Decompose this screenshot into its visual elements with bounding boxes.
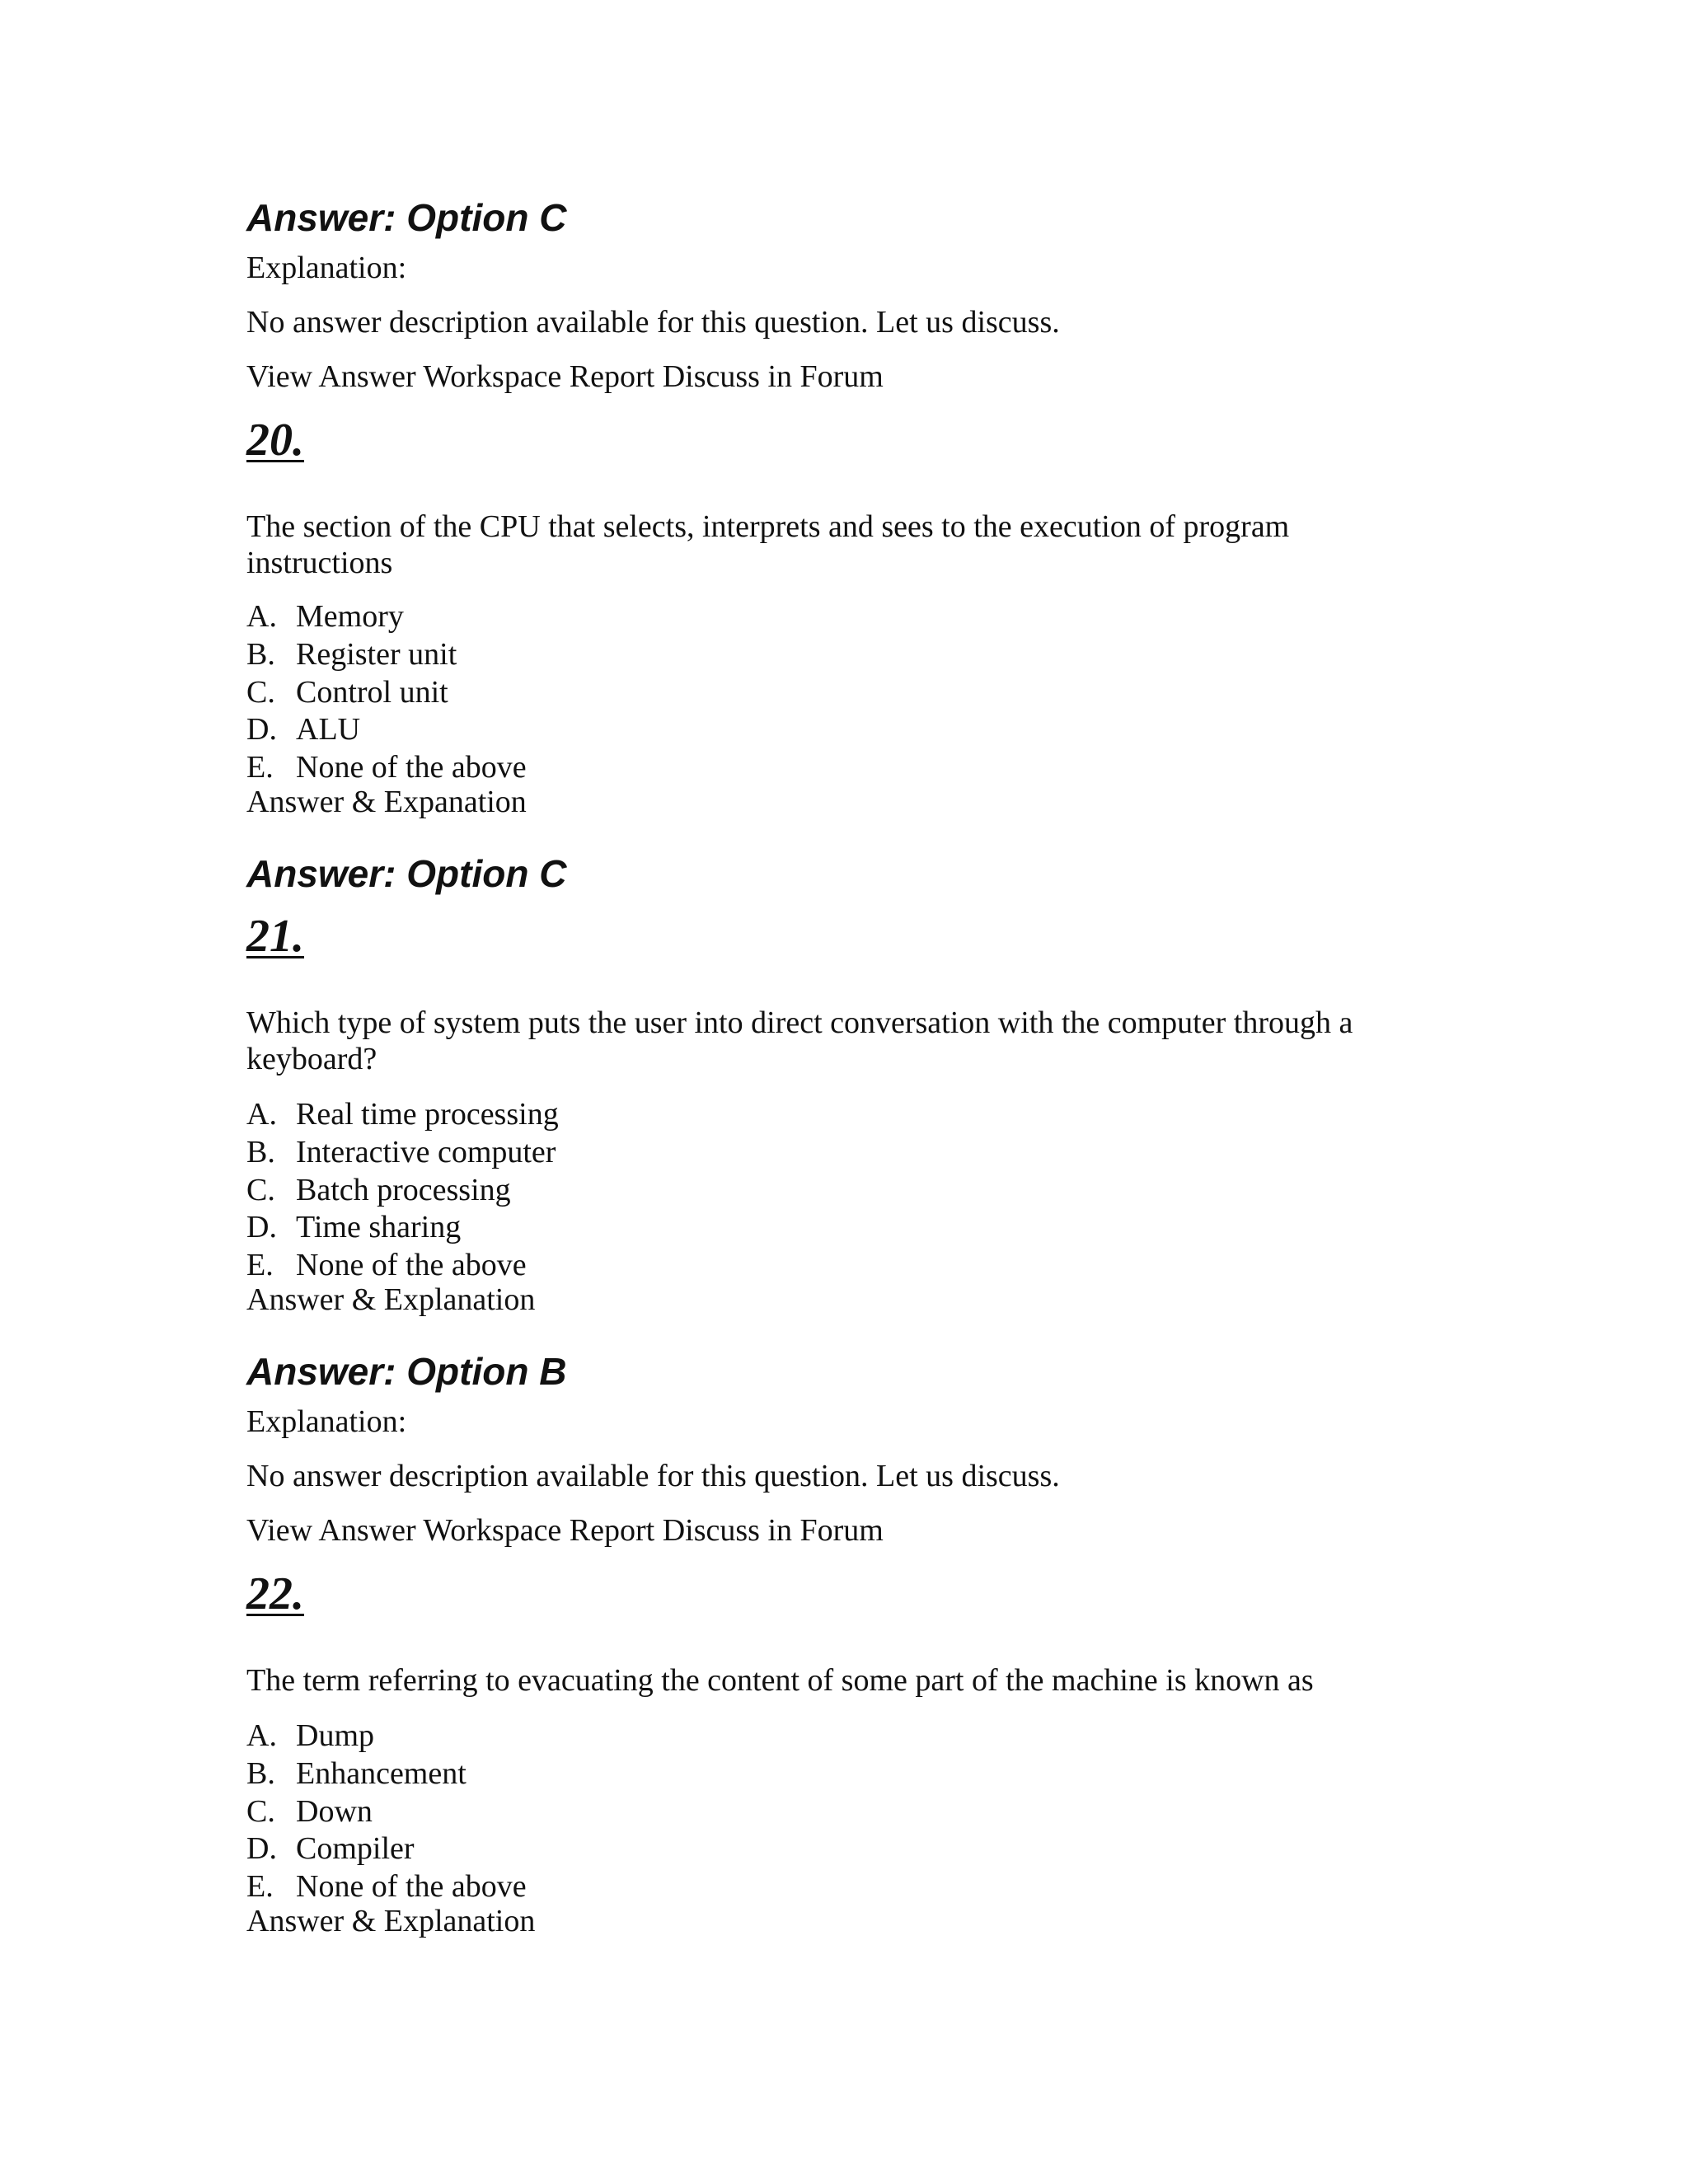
option-letter: E. [246,1248,274,1283]
option-list-21 [246,1096,559,1285]
option-item[interactable] [246,1718,527,1755]
option-item[interactable] [246,1209,559,1247]
answer-heading: Answer: Option B [246,1350,567,1393]
option-letter: E. [246,1869,274,1905]
option-text: Time sharing [296,1210,462,1245]
option-text: None of the above [296,1869,527,1905]
option-item[interactable] [246,1247,559,1285]
option-text: Dump [296,1718,374,1753]
question-number-text: 21. [246,911,304,962]
option-letter: A. [246,1097,277,1132]
option-letter: A. [246,599,277,634]
option-letter: C. [246,674,275,710]
option-item[interactable] [246,1134,559,1172]
option-text: Batch processing [296,1172,511,1207]
answer-heading: Answer: Option C [246,852,567,895]
option-text: None of the above [296,750,527,785]
option-text: Control unit [296,674,448,710]
question-text-line-2: keyboard? [246,1042,377,1076]
question-number-text: 20. [246,415,304,466]
option-text: Memory [296,599,404,634]
option-item[interactable] [246,1793,527,1831]
option-text: Enhancement [296,1755,467,1791]
option-item[interactable] [246,1172,559,1210]
option-letter: E. [246,750,274,785]
option-item[interactable] [246,1755,527,1793]
option-letter: D. [246,1831,277,1867]
option-item[interactable] [246,1868,527,1906]
option-item[interactable] [246,749,527,787]
question-number-text: 22. [246,1568,304,1619]
question-text-line-1: Which type of system puts the user into direct conversation with the computer through a [246,1005,1353,1040]
option-item[interactable] [246,598,527,636]
option-item[interactable] [246,1830,527,1868]
answer-toggle-link[interactable]: Answer & Explanation [246,1282,536,1317]
option-text: Real time processing [296,1097,559,1132]
option-item[interactable] [246,1096,559,1134]
explanation-label: Explanation: [246,251,407,285]
option-item[interactable] [246,674,527,712]
question-text-line-1: The section of the CPU that selects, interprets and sees to the execution of program [246,509,1290,544]
question-number-21 [246,910,342,963]
question-text-line-2: instructions [246,546,393,580]
option-text: Compiler [296,1831,415,1867]
question-number-20 [246,414,342,466]
option-text: ALU [296,712,361,748]
option-list-20 [246,598,527,787]
option-text: Interactive computer [296,1134,556,1169]
option-letter: A. [246,1718,277,1753]
answer-links[interactable]: View Answer Workspace Report Discuss in Forum [246,1513,884,1548]
option-list-22 [246,1718,527,1906]
option-letter: D. [246,712,277,748]
answer-toggle-link[interactable]: Answer & Explanation [246,1904,536,1938]
question-text-line-1: The term referring to evacuating the content of some part of the machine is known as [246,1663,1314,1698]
answer-heading: Answer: Option C [246,196,567,239]
option-letter: B. [246,1755,275,1791]
option-text: None of the above [296,1248,527,1283]
option-text: Down [296,1793,373,1829]
option-letter: B. [246,636,275,672]
explanation-label: Explanation: [246,1404,407,1439]
question-number-22 [246,1568,342,1620]
option-letter: B. [246,1134,275,1169]
answer-toggle-link[interactable]: Answer & Expanation [246,785,527,819]
option-letter: C. [246,1172,275,1207]
explanation-text: No answer description available for this question. Let us discuss. [246,1459,1060,1493]
answer-links[interactable]: View Answer Workspace Report Discuss in Forum [246,359,884,394]
option-item[interactable] [246,636,527,674]
option-text: Register unit [296,636,457,672]
option-letter: C. [246,1793,275,1829]
option-letter: D. [246,1210,277,1245]
explanation-text: No answer description available for this question. Let us discuss. [246,305,1060,340]
option-item[interactable] [246,711,527,749]
